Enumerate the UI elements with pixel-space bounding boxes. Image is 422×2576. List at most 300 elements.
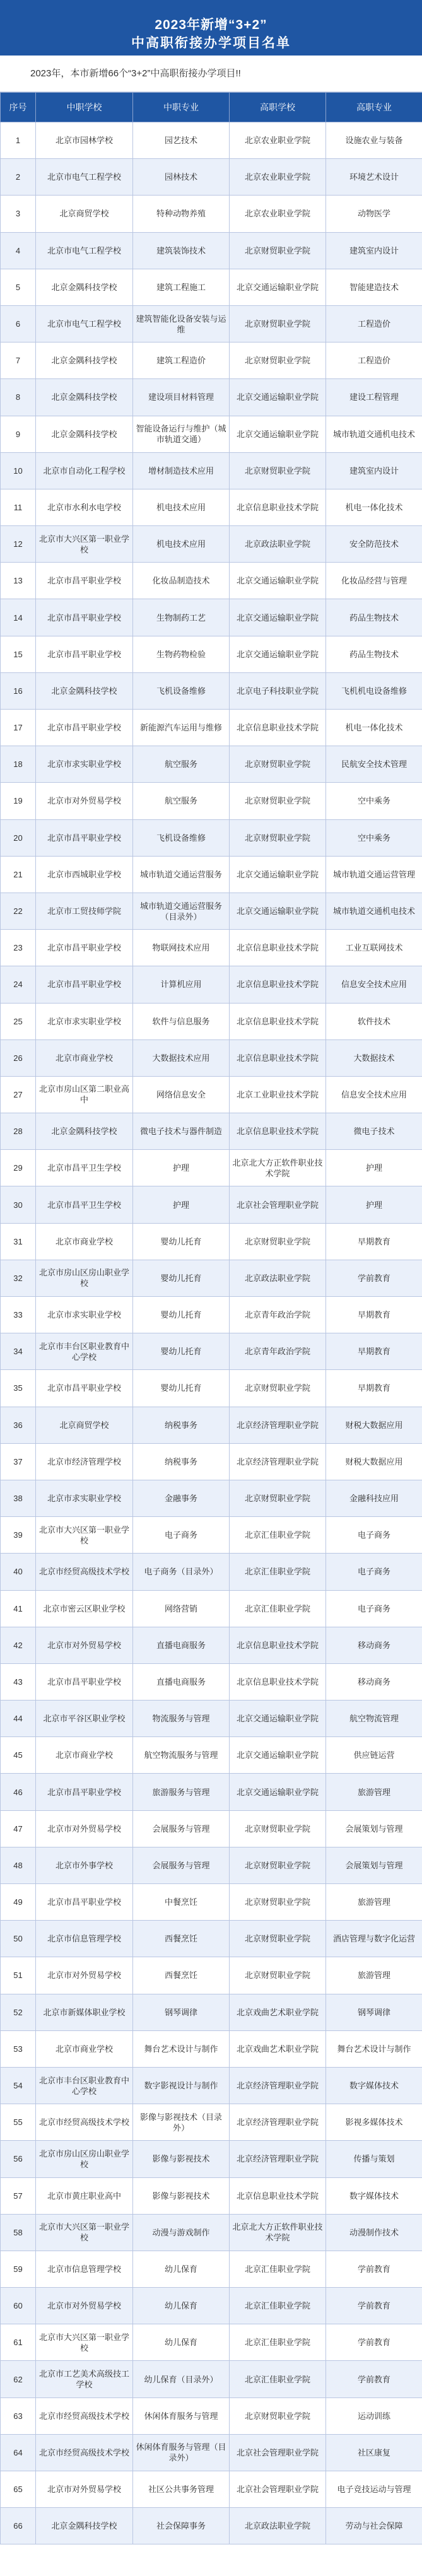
cell-secondary-major: 城市轨道交通运营服务（目录外）: [133, 893, 230, 929]
cell-higher-school: 北京汇佳职业学院: [230, 2324, 326, 2361]
cell-index: 21: [1, 856, 36, 893]
table-row: [1, 2141, 422, 2177]
cell-index: 7: [1, 342, 36, 379]
cell-higher-school: 北京财贸职业学院: [230, 1223, 326, 1260]
cell-index: 52: [1, 1994, 36, 2030]
cell-higher-school: 北京戏曲艺术职业学院: [230, 1994, 326, 2030]
table-row: [1, 1774, 422, 1810]
cell-secondary-school: 北京市昌平职业学校: [36, 966, 133, 1003]
cell-index: 63: [1, 2397, 36, 2434]
cell-higher-major: 城市轨道交通运营管理: [326, 856, 422, 893]
table-row: [1, 232, 422, 269]
cell-index: 36: [1, 1407, 36, 1443]
cell-higher-school: 北京信息职业技术学院: [230, 489, 326, 525]
cell-secondary-school: 北京市大兴区第一职业学校: [36, 2214, 133, 2251]
cell-higher-major: 数字媒体技术: [326, 2177, 422, 2214]
cell-higher-school: 北京经济管理职业学院: [230, 1443, 326, 1480]
cell-higher-school: 北京交通运输职业学院: [230, 636, 326, 672]
cell-index: 34: [1, 1333, 36, 1370]
table-row: [1, 1407, 422, 1443]
cell-secondary-school: 北京市经贸高级技术学校: [36, 2104, 133, 2141]
cell-secondary-major: 航空服务: [133, 783, 230, 819]
cell-higher-major: 电子商务: [326, 1554, 422, 1590]
cell-higher-major: 早期教育: [326, 1370, 422, 1407]
table-row: [1, 122, 422, 159]
cell-secondary-major: 生物制药工艺: [133, 599, 230, 636]
cell-secondary-major: 增材制造技术应用: [133, 452, 230, 489]
cell-index: 31: [1, 1223, 36, 1260]
cell-higher-major: 软件技术: [326, 1003, 422, 1039]
cell-secondary-school: 北京市经贸高级技术学校: [36, 2434, 133, 2471]
cell-higher-major: 动漫制作技术: [326, 2214, 422, 2251]
cell-index: 14: [1, 599, 36, 636]
table-row: [1, 305, 422, 342]
table-row: [1, 1663, 422, 1700]
cell-secondary-school: 北京市房山区房山职业学校: [36, 1260, 133, 1296]
cell-higher-major: 航空物流管理: [326, 1701, 422, 1737]
cell-secondary-school: 北京市水利水电学校: [36, 489, 133, 525]
table-row: [1, 1443, 422, 1480]
cell-higher-school: 北京交通运输职业学院: [230, 1737, 326, 1774]
cell-secondary-major: 电子商务: [133, 1517, 230, 1554]
cell-secondary-major: 建筑装饰技术: [133, 232, 230, 269]
cell-higher-major: 学前教育: [326, 2324, 422, 2361]
cell-secondary-school: 北京市经贸高级技术学校: [36, 2397, 133, 2434]
cell-secondary-school: 北京市信息管理学校: [36, 2251, 133, 2287]
cell-secondary-major: 直播电商服务: [133, 1627, 230, 1663]
cell-higher-school: 北京信息职业技术学院: [230, 1113, 326, 1150]
table-row: [1, 893, 422, 929]
cell-secondary-major: 建筑工程施工: [133, 269, 230, 305]
cell-higher-major: 学前教育: [326, 2361, 422, 2397]
cell-higher-major: 早期教育: [326, 1333, 422, 1370]
cell-secondary-school: 北京金隅科技学校: [36, 416, 133, 452]
cell-higher-school: 北京财贸职业学院: [230, 1957, 326, 1994]
cell-index: 56: [1, 2141, 36, 2177]
cell-index: 29: [1, 1150, 36, 1186]
cell-secondary-school: 北京市昌平职业学校: [36, 636, 133, 672]
cell-higher-school: 北京财贸职业学院: [230, 2397, 326, 2434]
cell-index: 26: [1, 1039, 36, 1076]
project-table: [0, 92, 422, 2544]
cell-higher-major: 药品生物技术: [326, 599, 422, 636]
cell-secondary-major: 软件与信息服务: [133, 1003, 230, 1039]
cell-higher-major: 会展策划与管理: [326, 1847, 422, 1883]
cell-higher-school: 北京财贸职业学院: [230, 305, 326, 342]
cell-secondary-school: 北京市黄庄职业高中: [36, 2177, 133, 2214]
header-title-line1: 2023年新增“3+2”: [155, 18, 267, 32]
cell-secondary-major: 网络营销: [133, 1590, 230, 1627]
cell-index: 28: [1, 1113, 36, 1150]
table-row: [1, 1076, 422, 1113]
table-row: [1, 342, 422, 379]
cell-secondary-school: 北京市信息管理学校: [36, 1921, 133, 1957]
cell-index: 41: [1, 1590, 36, 1627]
cell-higher-major: 建设工程管理: [326, 379, 422, 416]
cell-secondary-school: 北京市昌平职业学校: [36, 599, 133, 636]
cell-index: 46: [1, 1774, 36, 1810]
cell-higher-major: 设施农业与装备: [326, 122, 422, 159]
table-row: [1, 563, 422, 599]
cell-secondary-major: 大数据技术应用: [133, 1039, 230, 1076]
table-row: [1, 269, 422, 305]
cell-secondary-school: 北京市对外贸易学校: [36, 783, 133, 819]
cell-index: 62: [1, 2361, 36, 2397]
cell-secondary-major: 新能源汽车运用与维修: [133, 710, 230, 746]
cell-index: 45: [1, 1737, 36, 1774]
cell-secondary-major: 建设项目材料管理: [133, 379, 230, 416]
table-row: [1, 1994, 422, 2030]
cell-secondary-school: 北京市西城职业学校: [36, 856, 133, 893]
cell-secondary-major: 机电技术应用: [133, 489, 230, 525]
table-row: [1, 1554, 422, 1590]
cell-higher-major: 会展策划与管理: [326, 1810, 422, 1847]
cell-higher-school: 北京财贸职业学院: [230, 1370, 326, 1407]
table-row: [1, 526, 422, 563]
cell-higher-school: 北京财贸职业学院: [230, 1847, 326, 1883]
cell-higher-school: 北京信息职业技术学院: [230, 930, 326, 966]
cell-secondary-school: 北京金隅科技学校: [36, 379, 133, 416]
cell-secondary-major: 金融事务: [133, 1480, 230, 1516]
cell-index: 3: [1, 196, 36, 232]
cell-secondary-major: 婴幼儿托育: [133, 1370, 230, 1407]
cell-higher-school: 北京汇佳职业学院: [230, 2251, 326, 2287]
cell-index: 54: [1, 2067, 36, 2104]
cell-higher-school: 北京交通运输职业学院: [230, 563, 326, 599]
cell-secondary-major: 舞台艺术设计与制作: [133, 2030, 230, 2067]
cell-index: 12: [1, 526, 36, 563]
cell-index: 22: [1, 893, 36, 929]
cell-secondary-school: 北京市电气工程学校: [36, 305, 133, 342]
cell-secondary-major: 动漫与游戏制作: [133, 2214, 230, 2251]
table-row: [1, 1480, 422, 1516]
cell-index: 1: [1, 122, 36, 159]
cell-secondary-major: 园艺技术: [133, 122, 230, 159]
cell-higher-school: 北京信息职业技术学院: [230, 1039, 326, 1076]
cell-higher-school: 北京经济管理职业学院: [230, 1407, 326, 1443]
cell-index: 66: [1, 2508, 36, 2544]
cell-higher-school: 北京北大方正软件职业技术学院: [230, 2214, 326, 2251]
cell-index: 44: [1, 1701, 36, 1737]
cell-higher-school: 北京财贸职业学院: [230, 746, 326, 783]
cell-index: 59: [1, 2251, 36, 2287]
cell-higher-school: 北京政法职业学院: [230, 526, 326, 563]
table-row: [1, 1297, 422, 1333]
cell-secondary-major: 园林技术: [133, 159, 230, 196]
cell-secondary-school: 北京市对外贸易学校: [36, 1810, 133, 1847]
table-row: [1, 196, 422, 232]
cell-secondary-major: 影像与影视技术（目录外）: [133, 2104, 230, 2141]
cell-higher-major: 金融科技应用: [326, 1480, 422, 1516]
cell-higher-major: 传播与策划: [326, 2141, 422, 2177]
table-row: [1, 2067, 422, 2104]
cell-higher-school: 北京政法职业学院: [230, 1260, 326, 1296]
cell-index: 10: [1, 452, 36, 489]
cell-index: 19: [1, 783, 36, 819]
cell-higher-school: 北京交通运输职业学院: [230, 599, 326, 636]
table-row: [1, 1260, 422, 1296]
table-row: [1, 2397, 422, 2434]
cell-secondary-school: 北京市丰台区职业教育中心学校: [36, 2067, 133, 2104]
cell-higher-school: 北京财贸职业学院: [230, 452, 326, 489]
cell-secondary-major: 飞机设备维修: [133, 819, 230, 856]
cell-secondary-school: 北京市昌平职业学校: [36, 710, 133, 746]
cell-secondary-school: 北京金隅科技学校: [36, 672, 133, 709]
table-row: [1, 1333, 422, 1370]
cell-index: 27: [1, 1076, 36, 1113]
cell-secondary-school: 北京金隅科技学校: [36, 269, 133, 305]
cell-index: 47: [1, 1810, 36, 1847]
cell-higher-school: 北京信息职业技术学院: [230, 1003, 326, 1039]
cell-higher-major: 微电子技术: [326, 1113, 422, 1150]
cell-index: 8: [1, 379, 36, 416]
cell-index: 40: [1, 1554, 36, 1590]
cell-index: 6: [1, 305, 36, 342]
cell-index: 64: [1, 2434, 36, 2471]
cell-index: 58: [1, 2214, 36, 2251]
cell-higher-major: 信息安全技术应用: [326, 966, 422, 1003]
cell-higher-school: 北京财贸职业学院: [230, 1480, 326, 1516]
cell-secondary-school: 北京市昌平职业学校: [36, 1663, 133, 1700]
cell-higher-major: 智能建造技术: [326, 269, 422, 305]
table-row: [1, 1186, 422, 1223]
cell-index: 18: [1, 746, 36, 783]
cell-secondary-major: 钢琴调律: [133, 1994, 230, 2030]
table-row: [1, 1590, 422, 1627]
cell-higher-major: 移动商务: [326, 1663, 422, 1700]
cell-index: 30: [1, 1186, 36, 1223]
table-row: [1, 1039, 422, 1076]
cell-higher-school: 北京电子科技职业学院: [230, 672, 326, 709]
cell-higher-major: 舞台艺术设计与制作: [326, 2030, 422, 2067]
table-row: [1, 1921, 422, 1957]
cell-higher-major: 学前教育: [326, 2251, 422, 2287]
cell-secondary-major: 机电技术应用: [133, 526, 230, 563]
cell-higher-major: 城市轨道交通机电技术: [326, 416, 422, 452]
cell-higher-school: 北京汇佳职业学院: [230, 2361, 326, 2397]
table-row: [1, 1223, 422, 1260]
cell-secondary-school: 北京市商业学校: [36, 1737, 133, 1774]
cell-secondary-school: 北京市外事学校: [36, 1847, 133, 1883]
cell-higher-major: 旅游管理: [326, 1957, 422, 1994]
cell-higher-major: 建筑室内设计: [326, 232, 422, 269]
cell-higher-school: 北京汇佳职业学院: [230, 2288, 326, 2324]
cell-index: 13: [1, 563, 36, 599]
table-row: [1, 2104, 422, 2141]
cell-higher-major: 酒店管理与数字化运营: [326, 1921, 422, 1957]
cell-higher-major: 安全防范技术: [326, 526, 422, 563]
cell-higher-school: 北京社会管理职业学院: [230, 2434, 326, 2471]
cell-secondary-school: 北京市大兴区第一职业学校: [36, 1517, 133, 1554]
table-row: [1, 1150, 422, 1186]
cell-secondary-school: 北京市昌平卫生学校: [36, 1150, 133, 1186]
cell-secondary-school: 北京市昌平职业学校: [36, 930, 133, 966]
cell-secondary-school: 北京金隅科技学校: [36, 2508, 133, 2544]
cell-higher-major: 大数据技术: [326, 1039, 422, 1076]
cell-higher-school: 北京交通运输职业学院: [230, 1701, 326, 1737]
column-header-secondary-school: 中职学校: [36, 93, 133, 122]
cell-higher-major: 工程造价: [326, 342, 422, 379]
table-row: [1, 1113, 422, 1150]
cell-higher-school: 北京交通运输职业学院: [230, 269, 326, 305]
cell-secondary-major: 休闲体育服务与管理: [133, 2397, 230, 2434]
cell-secondary-school: 北京市丰台区职业教育中心学校: [36, 1333, 133, 1370]
cell-higher-major: 护理: [326, 1150, 422, 1186]
cell-index: 55: [1, 2104, 36, 2141]
table-row: [1, 2177, 422, 2214]
cell-secondary-major: 智能设备运行与维护（城市轨道交通）: [133, 416, 230, 452]
cell-secondary-school: 北京金隅科技学校: [36, 1113, 133, 1150]
cell-secondary-school: 北京市经济管理学校: [36, 1443, 133, 1480]
table-row: [1, 1957, 422, 1994]
cell-secondary-major: 纳税事务: [133, 1407, 230, 1443]
cell-secondary-school: 北京市昌平职业学校: [36, 563, 133, 599]
cell-higher-school: 北京交通运输职业学院: [230, 416, 326, 452]
cell-secondary-major: 物流服务与管理: [133, 1701, 230, 1737]
cell-index: 16: [1, 672, 36, 709]
cell-higher-major: 钢琴调律: [326, 1994, 422, 2030]
table-row: [1, 710, 422, 746]
cell-higher-school: 北京财贸职业学院: [230, 1810, 326, 1847]
cell-secondary-school: 北京市大兴区第一职业学校: [36, 526, 133, 563]
page-header: [0, 0, 422, 56]
cell-higher-school: 北京信息职业技术学院: [230, 1627, 326, 1663]
cell-higher-major: 社区康复: [326, 2434, 422, 2471]
cell-higher-school: 北京财贸职业学院: [230, 819, 326, 856]
cell-secondary-major: 西餐烹饪: [133, 1957, 230, 1994]
cell-higher-school: 北京财贸职业学院: [230, 1921, 326, 1957]
cell-higher-school: 北京经济管理职业学院: [230, 2067, 326, 2104]
cell-higher-major: 药品生物技术: [326, 636, 422, 672]
cell-secondary-major: 婴幼儿托育: [133, 1297, 230, 1333]
cell-index: 43: [1, 1663, 36, 1700]
table-row: [1, 2324, 422, 2361]
cell-secondary-school: 北京市工贸技师学院: [36, 893, 133, 929]
cell-index: 39: [1, 1517, 36, 1554]
cell-secondary-school: 北京市昌平职业学校: [36, 1884, 133, 1921]
cell-higher-major: 财税大数据应用: [326, 1407, 422, 1443]
table-body: [1, 122, 422, 2544]
cell-higher-major: 电子商务: [326, 1517, 422, 1554]
cell-secondary-major: 幼儿保育: [133, 2251, 230, 2287]
cell-secondary-school: 北京市对外贸易学校: [36, 2288, 133, 2324]
cell-higher-school: 北京交通运输职业学院: [230, 893, 326, 929]
cell-secondary-major: 网络信息安全: [133, 1076, 230, 1113]
cell-index: 15: [1, 636, 36, 672]
table-row: [1, 636, 422, 672]
cell-secondary-school: 北京市新媒体职业学校: [36, 1994, 133, 2030]
cell-higher-major: 机电一体化技术: [326, 710, 422, 746]
column-header-higher-school: 高职学校: [230, 93, 326, 122]
table-row: [1, 489, 422, 525]
cell-higher-school: 北京汇佳职业学院: [230, 1517, 326, 1554]
table-row: [1, 746, 422, 783]
column-header-higher-major: 高职专业: [326, 93, 422, 122]
cell-index: 11: [1, 489, 36, 525]
cell-secondary-major: 婴幼儿托育: [133, 1260, 230, 1296]
cell-secondary-major: 社区公共事务管理: [133, 2471, 230, 2508]
cell-higher-major: 早期教育: [326, 1297, 422, 1333]
cell-higher-school: 北京青年政治学院: [230, 1333, 326, 1370]
table-row: [1, 856, 422, 893]
cell-secondary-major: 数字影视设计与制作: [133, 2067, 230, 2104]
cell-index: 33: [1, 1297, 36, 1333]
cell-secondary-major: 电子商务（目录外）: [133, 1554, 230, 1590]
column-header-index: 序号: [1, 93, 36, 122]
cell-higher-major: 旅游管理: [326, 1884, 422, 1921]
cell-higher-major: 空中乘务: [326, 819, 422, 856]
cell-index: 50: [1, 1921, 36, 1957]
cell-secondary-major: 中餐烹饪: [133, 1884, 230, 1921]
cell-secondary-school: 北京商贸学校: [36, 196, 133, 232]
cell-secondary-school: 北京市求实职业学校: [36, 746, 133, 783]
cell-index: 65: [1, 2471, 36, 2508]
cell-secondary-major: 计算机应用: [133, 966, 230, 1003]
table-row: [1, 930, 422, 966]
cell-higher-major: 旅游管理: [326, 1774, 422, 1810]
cell-higher-major: 化妆品经营与管理: [326, 563, 422, 599]
cell-secondary-major: 建筑智能化设备安装与运维: [133, 305, 230, 342]
cell-secondary-school: 北京市求实职业学校: [36, 1480, 133, 1516]
cell-higher-school: 北京交通运输职业学院: [230, 379, 326, 416]
cell-index: 24: [1, 966, 36, 1003]
cell-secondary-school: 北京市对外贸易学校: [36, 2471, 133, 2508]
cell-secondary-major: 幼儿保育（目录外）: [133, 2361, 230, 2397]
cell-index: 48: [1, 1847, 36, 1883]
cell-higher-school: 北京农业职业学院: [230, 122, 326, 159]
cell-higher-school: 北京信息职业技术学院: [230, 710, 326, 746]
cell-secondary-major: 幼儿保育: [133, 2288, 230, 2324]
cell-secondary-school: 北京市对外贸易学校: [36, 1627, 133, 1663]
cell-secondary-major: 微电子技术与器件制造: [133, 1113, 230, 1150]
cell-higher-school: 北京北大方正软件职业技术学院: [230, 1150, 326, 1186]
cell-higher-major: 工程造价: [326, 305, 422, 342]
cell-index: 17: [1, 710, 36, 746]
cell-secondary-major: 影像与影视技术: [133, 2141, 230, 2177]
cell-higher-school: 北京信息职业技术学院: [230, 2177, 326, 2214]
cell-secondary-major: 物联网技术应用: [133, 930, 230, 966]
cell-higher-major: 机电一体化技术: [326, 489, 422, 525]
cell-index: 25: [1, 1003, 36, 1039]
cell-index: 60: [1, 2288, 36, 2324]
cell-higher-school: 北京汇佳职业学院: [230, 1590, 326, 1627]
cell-higher-school: 北京戏曲艺术职业学院: [230, 2030, 326, 2067]
table-row: [1, 416, 422, 452]
table-header-row: [1, 93, 422, 122]
table-row: [1, 672, 422, 709]
cell-secondary-major: 会展服务与管理: [133, 1847, 230, 1883]
table-row: [1, 2251, 422, 2287]
cell-secondary-school: 北京商贸学校: [36, 1407, 133, 1443]
cell-secondary-major: 航空服务: [133, 746, 230, 783]
cell-index: 23: [1, 930, 36, 966]
cell-higher-school: 北京社会管理职业学院: [230, 2471, 326, 2508]
cell-index: 61: [1, 2324, 36, 2361]
cell-index: 38: [1, 1480, 36, 1516]
cell-secondary-school: 北京市对外贸易学校: [36, 1957, 133, 1994]
cell-secondary-major: 城市轨道交通运营服务: [133, 856, 230, 893]
cell-secondary-school: 北京市商业学校: [36, 2030, 133, 2067]
cell-higher-school: 北京经济管理职业学院: [230, 2141, 326, 2177]
cell-secondary-major: 护理: [133, 1186, 230, 1223]
cell-higher-major: 早期教育: [326, 1223, 422, 1260]
table-header: [1, 93, 422, 122]
cell-higher-school: 北京青年政治学院: [230, 1297, 326, 1333]
cell-higher-major: 电子商务: [326, 1590, 422, 1627]
table-row: [1, 1884, 422, 1921]
table-row: [1, 599, 422, 636]
cell-higher-major: 运动训练: [326, 2397, 422, 2434]
